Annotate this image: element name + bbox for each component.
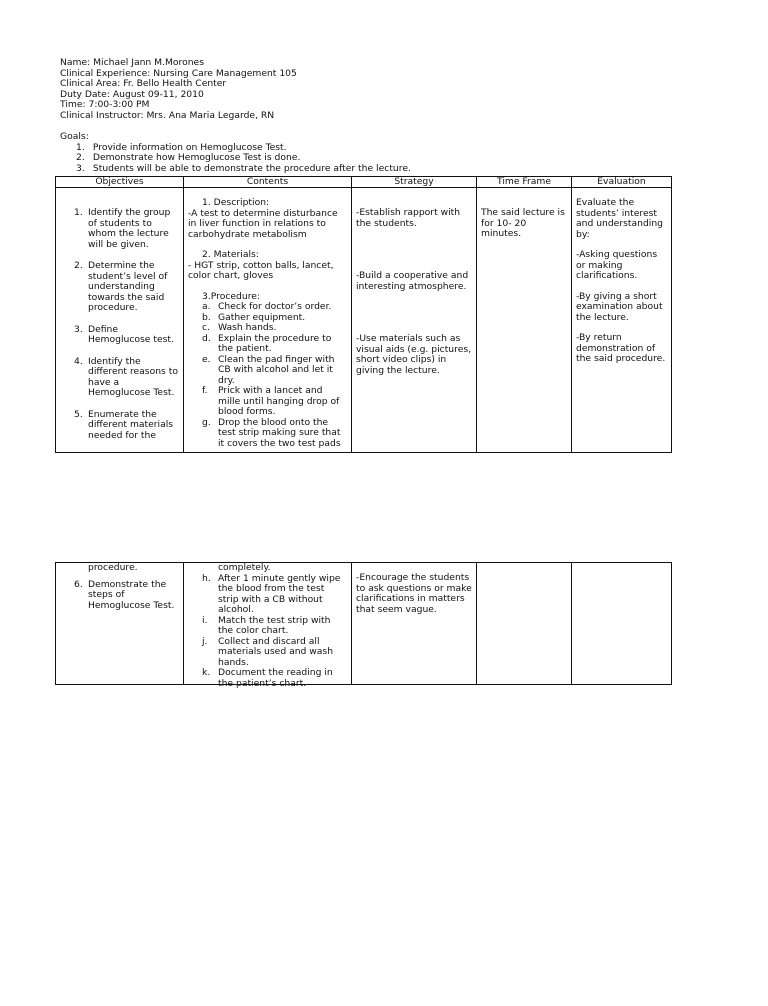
duty-time: Time: 7:00-3:00 PM: [60, 99, 150, 110]
evaluation-cell: [572, 188, 672, 453]
evaluation-item: -By return demonstration of the said procedure.: [576, 332, 666, 364]
clinical-instructor: Clinical Instructor: Mrs. Ana Maria Legarde, RN: [60, 109, 275, 121]
strategy-item: -Encourage the students to ask questions or make clarifications in matters that seem vague.: [356, 572, 472, 615]
objective-item: procedure.: [88, 562, 138, 573]
procedure-step: j. Collect and discard all materials used and wash hands.: [202, 635, 334, 668]
header-contents: Contents: [184, 177, 352, 188]
table-row: [56, 188, 672, 453]
objective-item: 5. Enumerate the different materials needed for the: [74, 408, 174, 441]
procedure-step: k. Document the reading in the patient’s chart.: [202, 667, 333, 689]
procedure-step: e. Clean the pad finger with CB with alcohol and let it dry.: [202, 353, 335, 386]
student-name: Name: Michael Jann M.Morones: [60, 57, 204, 68]
contents-cell: [184, 562, 352, 689]
table-row: [56, 563, 672, 685]
description-text: -A test to determine disturbance in liver function in relations to carbohydrate metabolism: [188, 207, 338, 240]
document-header: [60, 58, 680, 121]
strategy-item: -Build a cooperative and interesting atmosphere.: [356, 270, 469, 292]
strategy-item: -Use materials such as visual aids (e.g. pictures, short video clips) in giving the lecture.: [356, 333, 472, 376]
procedure-step: completely.: [218, 562, 271, 573]
objective-item: 2. Determine the student’s level of understanding towards the said procedure.: [74, 260, 168, 313]
goal-item: 3. Students will be able to demonstrate the procedure after the lecture.: [76, 162, 411, 174]
materials-text: - HGT strip, cotton balls, lancet, color chart, gloves: [188, 259, 334, 281]
description-heading: 1. Description:: [202, 197, 270, 208]
contents-cell: [184, 188, 352, 453]
procedure-step: d. Explain the procedure to the patient.: [202, 332, 332, 354]
header-time-frame: Time Frame: [477, 177, 572, 188]
duty-date: Duty Date: August 09-11, 2010: [60, 88, 204, 100]
teaching-plan-table-continued: [55, 562, 672, 689]
header-objectives: Objectives: [56, 177, 184, 188]
objective-item: 4. Identify the different reasons to have a Hemoglucose Test.: [74, 355, 178, 398]
procedure-step: b. Gather equipment.: [202, 311, 306, 323]
evaluation-item: -Asking questions or making clarifications.: [576, 249, 658, 281]
procedure-step: c. Wash hands.: [202, 322, 277, 333]
objectives-cell: [56, 563, 184, 685]
procedure-heading: 3.Procedure:: [202, 290, 261, 302]
table-header-row: [56, 177, 672, 188]
strategy-cell: [352, 188, 477, 453]
clinical-area: Clinical Area: Fr. Bello Health Center: [60, 78, 227, 89]
objective-item: 6. Demonstrate the steps of Hemoglucose Test.: [74, 578, 175, 611]
procedure-step: f. Prick with a lancet and mille until hanging drop of blood forms.: [202, 385, 340, 417]
teaching-plan-table: [55, 176, 672, 453]
evaluation-item: -By giving a short examination about the lecture.: [576, 290, 663, 323]
procedure-step: a. Check for doctor’s order.: [202, 301, 332, 312]
goal-item: 1. Provide information on Hemoglucose Test.: [76, 141, 287, 153]
procedure-step: g. Drop the blood onto the test strip making sure that it covers the two test pads: [202, 416, 341, 449]
goal-item: 2. Demonstrate how Hemoglucose Test is done.: [76, 152, 301, 163]
clinical-experience: Clinical Experience: Nursing Care Management 105: [60, 67, 297, 79]
time-frame-text: The said lecture is for 10- 20 minutes.: [481, 207, 565, 239]
evaluation-item: Evaluate the students’ interest and understanding by:: [576, 197, 663, 240]
objective-item: 3. Define Hemoglucose test.: [74, 323, 174, 345]
time-frame-cell: [477, 563, 572, 685]
header-evaluation: Evaluation: [572, 177, 672, 188]
goals-section: [60, 132, 680, 174]
objective-item: 1. Identify the group of students to whom the lecture will be given.: [74, 207, 171, 250]
goals-label: Goals:: [60, 131, 89, 142]
evaluation-cell: [572, 563, 672, 685]
strategy-cell: [352, 563, 477, 685]
time-frame-cell: [477, 188, 572, 453]
header-strategy: Strategy: [352, 177, 477, 188]
objectives-cell: [56, 188, 184, 453]
strategy-item: -Establish rapport with the students.: [356, 207, 461, 229]
procedure-step: h. After 1 minute gently wipe the blood from the test strip with a CB without alcohol.: [202, 572, 341, 615]
procedure-step: i. Match the test strip with the color chart.: [202, 614, 331, 636]
materials-heading: 2. Materials:: [202, 249, 259, 260]
